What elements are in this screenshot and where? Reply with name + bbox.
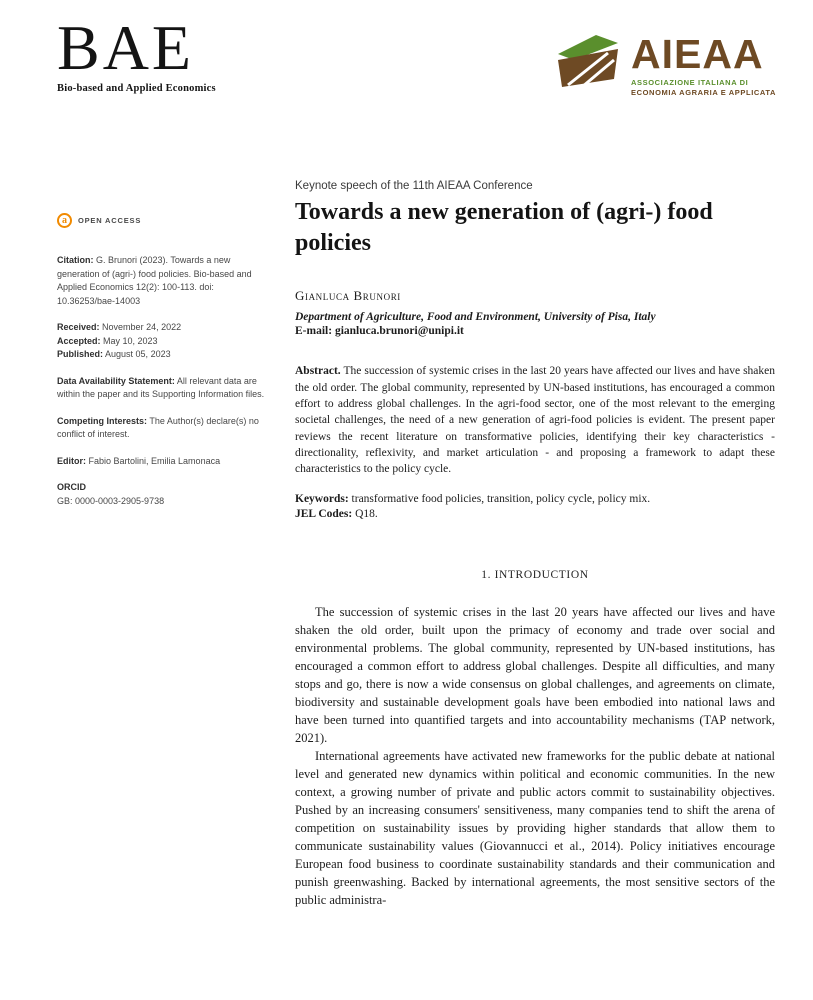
editor-text: Fabio Bartolini, Emilia Lamonaca — [88, 455, 221, 466]
citation-label: Citation: — [57, 255, 94, 265]
email-line — [295, 325, 775, 337]
accepted-date: May 10, 2023 — [103, 335, 158, 346]
competing-interests-block — [57, 415, 271, 442]
abstract — [295, 363, 775, 477]
citation-text: G. Brunori (2023). Towards a new generation of (agri-) food policies. Bio-based and Applied Economics 12(2): 100-113. doi: 10.36253/bae-14003 — [57, 255, 252, 306]
aieaa-publisher-logo — [556, 33, 776, 97]
author-name: Gianluca Brunori — [295, 288, 401, 304]
orcid-id: GB: 0000-0003-2905-9738 — [57, 495, 165, 506]
orcid-block — [57, 481, 271, 495]
orcid-label: ORCID — [57, 482, 86, 492]
open-access-label: OPEN ACCESS — [78, 215, 142, 225]
abstract-text: The succession of systemic crises in the last 20 years have affected our lives and have shaken the old order. The global community, represented by UN-based institutions, has encouraged a common effort to address global challenges. In the agri-food sector, one of the most relevant to the emerging societal challenges, the need of a new generation of agri-food policies is evident. The present paper reviews the recent literature on transformative policies, identifying their key characteristics - directionality, reflexivity, and market articulation - and proposing a framework to adapt these characteristics to the policy cycle. — [295, 365, 775, 476]
jel-codes-text: Q18. — [355, 508, 378, 521]
bae-logo-text: BAE — [57, 12, 194, 83]
intro-paragraph-2: International agreements have activated new frameworks for the public debate at national level and generated new dynamics within political and economic communities. In the new context, a growing number of private and public actors commit to sustainability objectives. Pushed by an increasing consumers' sensitiveness, many companies tend to shift the arena of competition on sustainability issues by providing higher standards that allow them to communicate sustainability values (Giovannucci et al., 2014). Policy initiatives encourage European food business to coordinate sustainability standards and their communication and punish greenwashing. Backed by international agreements, the most sensitive sectors of the public administra- — [295, 748, 775, 907]
received-date: November 24, 2022 — [102, 322, 182, 332]
open-access-row — [57, 213, 271, 228]
competing-interests-label: Competing Interests: — [57, 415, 148, 426]
received-line — [57, 321, 271, 335]
received-label: Received: — [57, 322, 100, 332]
jel-codes-label: JEL Codes: — [295, 508, 353, 521]
aieaa-subtitle-line1: ASSOCIAZIONE ITALIANA DI — [631, 77, 749, 87]
published-date: August 05, 2023 — [105, 349, 171, 359]
author-affiliation: Department of Agriculture, Food and Environment, University of Pisa, Italy — [295, 311, 656, 324]
competing-interests-text: The Author(s) declare(s) no conflict of interest. — [57, 415, 259, 439]
editor-label: Editor: — [57, 455, 86, 466]
data-availability-label: Data Availability Statement: — [57, 375, 175, 386]
article-metadata-sidebar — [57, 213, 271, 508]
article-title: Towards a new generation of (agri-) food policies — [295, 199, 713, 256]
editor-block — [57, 455, 271, 469]
bae-logo-subtitle: Bio-based and Applied Economics — [57, 83, 216, 94]
data-availability-text: All relevant data are within the paper and its Supporting Information files. — [57, 375, 265, 399]
keywords-text: transformative food policies, transition, policy cycle, policy mix. — [351, 492, 651, 505]
aieaa-name: AIEAA — [631, 31, 764, 77]
accepted-line — [57, 335, 271, 349]
open-access-icon: a — [57, 213, 72, 228]
author-email-link[interactable]: gianluca.brunori@unipi.it — [334, 325, 464, 338]
bae-journal-logo — [57, 12, 216, 94]
aieaa-logo-text — [631, 33, 776, 97]
citation-block — [57, 254, 271, 308]
data-availability-block — [57, 375, 271, 402]
keywords-label: Keywords: — [295, 492, 349, 505]
article-main — [295, 180, 775, 909]
conference-eyebrow: Keynote speech of the 11th AIEAA Conference — [295, 180, 533, 192]
aieaa-logo-icon — [556, 33, 620, 89]
published-label: Published: — [57, 349, 104, 359]
accepted-label: Accepted: — [57, 335, 101, 346]
aieaa-subtitle-line2: ECONOMIA AGRARIA E APPLICATA — [631, 87, 776, 97]
email-label: E-mail: — [295, 325, 333, 338]
jel-codes-line — [295, 507, 775, 523]
published-line — [57, 348, 271, 362]
abstract-label: Abstract. — [295, 365, 341, 378]
intro-paragraph-1: The succession of systemic crises in the last 20 years have affected our lives and have shaken the old order, built upon the primacy of economy and trade over social and environmental problems. The global community, represented by UN-based institutions, has encouraged a common effort to address global challenges. Despite all difficulties, and many stops and go, there is now a wide consensus on global challenges, and agreements on climate, biodiversity and sustainable development goals have been embodied into national laws and have been turned into quantified targets and into accountability mechanisms (TAP network, 2021). — [295, 604, 775, 745]
section-heading-introduction: 1. INTRODUCTION — [481, 568, 589, 581]
keywords-line — [295, 492, 775, 508]
